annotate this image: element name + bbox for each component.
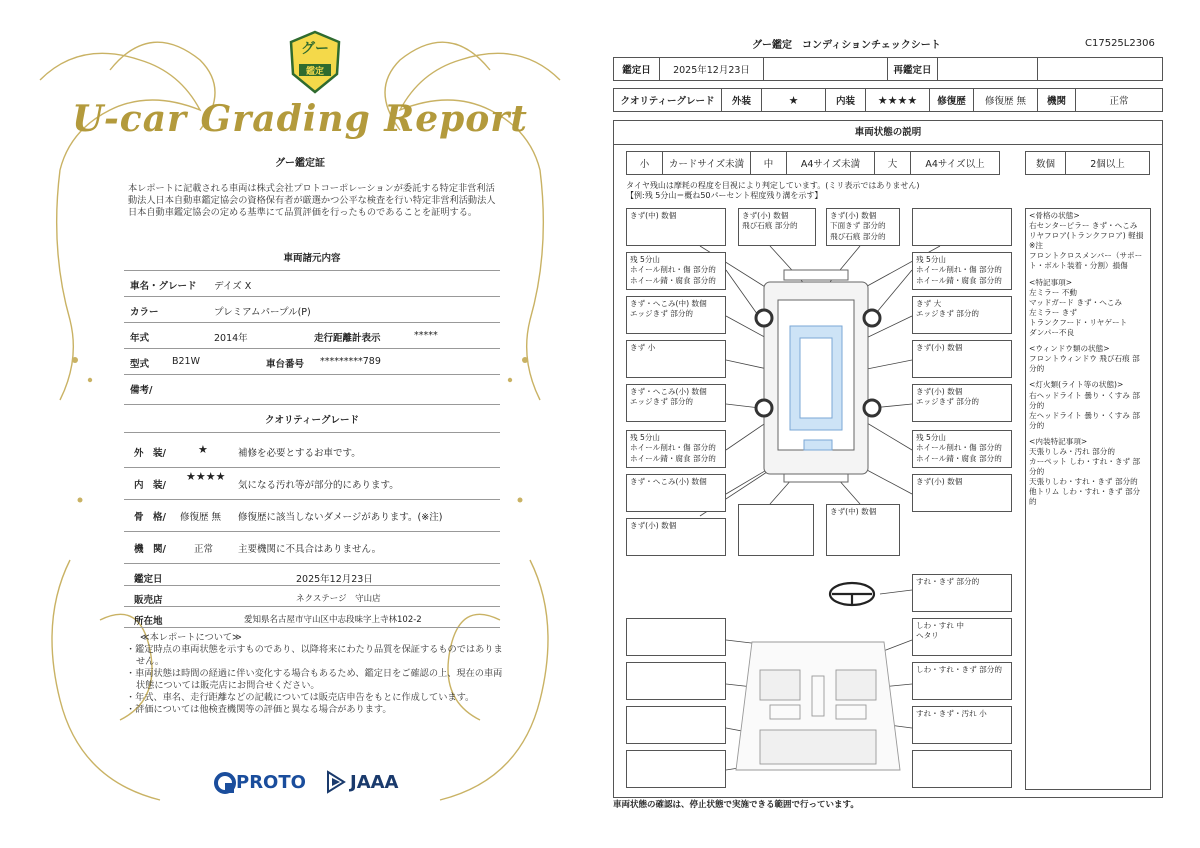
dealer-value: ネクステージ 守山店 <box>296 594 381 604</box>
spec-color-label: カラー <box>130 307 159 318</box>
damage-box-left-fender: きず・へこみ(中) 数個 エッジきず 部分的 <box>626 296 726 334</box>
condition-notes-sidebar <box>1025 208 1151 790</box>
side-line: フロントクロスメンバー（サポート・ボルト装着・分割）損傷 <box>1029 251 1143 271</box>
sheet-date-value: 2025年12月23日 <box>660 58 764 81</box>
side-line: ダンパー不良 <box>1029 328 1075 338</box>
jaaa-brand-text: JAAA <box>350 772 399 793</box>
side-section-windows <box>1029 344 1147 374</box>
side-section-interior <box>1029 437 1147 508</box>
size-large-desc: A4サイズ以上 <box>911 152 1000 175</box>
sheet-code: C17525L2306 <box>1085 38 1155 49</box>
interior-stars: ★★★★ <box>186 470 226 483</box>
size-small: 小 <box>627 152 663 175</box>
note-item: ・車両状態は時間の経過に伴い変化する場合もあるため、鑑定日をご確認の上、現在の車両状態については販売店にお問合せください。 <box>126 668 503 691</box>
side-line: 他トリム しわ・すれ・きず 部分的 <box>1029 487 1141 507</box>
size-mid-desc: A4サイズ未満 <box>787 152 875 175</box>
side-line: 左ミラー 不動 <box>1029 287 1077 297</box>
interior-box-left-1 <box>626 618 726 656</box>
damage-box-front-center-right: きず(小) 数個 下面きず 部分的 飛び石痕 部分的 <box>826 208 900 246</box>
damage-box-rear-center <box>738 504 814 556</box>
interior-desc: 気になる汚れ等が部分的にあります。 <box>238 480 399 491</box>
tire-note-2: 【例:残 5分山＝概ね50パーセント程度残り溝を示す】 <box>626 191 823 200</box>
side-line: 左ヘッドライト 曇り・くすみ 部分的 <box>1029 410 1140 430</box>
damage-box-right-fender: きず 大 エッジきず 部分的 <box>912 296 1012 334</box>
side-line: 天張りしみ・汚れ 部分的 <box>1029 446 1115 456</box>
damage-box-right-quarter: きず(小) 数個 <box>912 474 1012 512</box>
side-line: 天張りしわ・すれ・きず 部分的 <box>1029 477 1138 487</box>
size-large: 大 <box>875 152 911 175</box>
spec-mileage-value: ***** <box>414 330 438 341</box>
size-mid: 中 <box>751 152 787 175</box>
sheet-ext-value: ★ <box>762 89 826 112</box>
interior-box-steering: すれ・きず 部分的 <box>912 574 1012 612</box>
spec-name-value: デイズ X <box>214 281 252 292</box>
sheet-footer-note: 車両状態の確認は、停止状態で実施できる範囲で行っています。 <box>613 800 859 810</box>
spec-section-title: 車両諸元内容 <box>283 253 341 264</box>
engine-desc: 主要機関に不具合はありません。 <box>238 544 382 555</box>
reinspect-label: 再鑑定日 <box>888 58 938 81</box>
side-line: 左ミラー きず <box>1029 307 1077 317</box>
count-label: 数個 <box>1026 152 1066 175</box>
frame-value: 修復歴 無 <box>180 512 222 523</box>
inspection-date-value: 2025年12月23日 <box>296 574 373 585</box>
steering-wheel-icon <box>830 583 874 605</box>
logo-text-top: グー <box>301 41 329 57</box>
inspection-date-label: 鑑定日 <box>134 574 163 585</box>
side-line: カーペット しわ・すれ・きず 部分的 <box>1029 457 1141 477</box>
damage-box-left-quarter: きず・へこみ(小) 数個 <box>626 474 726 512</box>
side-line: リヤフロア(トランクフロア) 軽損 <box>1029 231 1144 241</box>
interior-box-left-4 <box>626 750 726 788</box>
car-interior-view <box>736 642 900 770</box>
damage-box-left-front-door: きず 小 <box>626 340 726 378</box>
address-label: 所在地 <box>134 616 163 627</box>
interior-box-floor: すれ・きず・汚れ 小 <box>912 706 1012 744</box>
tire-box-rear-left: 残 5分山 ホイール削れ・傷 部分的 ホイール錆・腐食 部分的 <box>626 430 726 468</box>
interior-box-left-2 <box>626 662 726 700</box>
damage-box-right-front-door: きず(小) 数個 <box>912 340 1012 378</box>
damage-box-left-rear-door: きず・へこみ(小) 数個 エッジきず 部分的 <box>626 384 726 422</box>
report-script-title: U-car Grading Report <box>72 98 528 140</box>
address-value: 愛知県名古屋市守山区中志段味字上寺林102-2 <box>244 615 422 625</box>
side-section-title: <ウィンドウ類の状態> <box>1029 344 1110 354</box>
sheet-grade-label: クオリティーグレード <box>614 89 722 112</box>
interior-label: 内 装/ <box>134 480 166 491</box>
exterior-stars: ★ <box>198 443 208 456</box>
side-line: 右センターピラー きず・へこみ <box>1029 221 1138 231</box>
spec-mileage-label: 走行距離計表示 <box>314 333 381 344</box>
frame-desc: 修復歴に該当しないダメージがあります。(※注) <box>238 512 443 523</box>
frame-label: 骨 格/ <box>134 512 166 523</box>
spec-name-label: 車名・グレード <box>130 281 197 292</box>
sheet-engine-value: 正常 <box>1076 89 1163 112</box>
size-small-desc: カードサイズ未満 <box>663 152 751 175</box>
tire-box-front-left: 残 5分山 ホイール削れ・傷 部分的 ホイール錆・腐食 部分的 <box>626 252 726 290</box>
spec-model-label: 型式 <box>130 359 150 370</box>
damage-box-front-left: きず(中) 数個 <box>626 208 726 246</box>
spec-chassis-label: 車台番号 <box>266 359 305 370</box>
damage-box-front-center-left: きず(小) 数個 飛び石痕 部分的 <box>738 208 816 246</box>
sheet-int-label: 内装 <box>826 89 866 112</box>
side-line: トランクフード・リヤゲート <box>1029 317 1128 327</box>
damage-box-right-rear-door: きず(小) 数個 エッジきず 部分的 <box>912 384 1012 422</box>
tire-box-front-right: 残 5分山 ホイール削れ・傷 部分的 ホイール錆・腐食 部分的 <box>912 252 1012 290</box>
spec-year-value: 2014年 <box>214 333 248 344</box>
certificate-heading: グー鑑定証 <box>275 158 325 169</box>
side-section-title: <特記事項> <box>1029 277 1073 287</box>
side-line: マッドガード きず・へこみ <box>1029 297 1123 307</box>
sheet-engine-label: 機関 <box>1038 89 1076 112</box>
side-section-frame <box>1029 211 1147 272</box>
spec-chassis-value: *********789 <box>320 356 381 367</box>
logo-text-bottom: 鑑定 <box>305 67 324 77</box>
sheet-repair-value: 修復歴 無 <box>974 89 1038 112</box>
exterior-desc: 補修を必要とするお車です。 <box>238 448 361 459</box>
car-top-view <box>764 270 868 482</box>
damage-box-rear-left: きず(小) 数個 <box>626 518 726 556</box>
tire-note-1: タイヤ残山は摩耗の程度を目視により判定しています。(ミリ表示ではありません) <box>626 181 920 190</box>
quality-section-title: クオリティーグレード <box>264 415 360 426</box>
side-line: フロントウィンドウ 飛び石痕 部分的 <box>1029 354 1140 374</box>
tire-box-rear-right: 残 5分山 ホイール削れ・傷 部分的 ホイール錆・腐食 部分的 <box>912 430 1012 468</box>
sheet-ext-label: 外装 <box>722 89 762 112</box>
dealer-label: 販売店 <box>134 595 163 606</box>
engine-value: 正常 <box>194 544 214 555</box>
sheet-date-label: 鑑定日 <box>614 58 660 81</box>
side-section-title: <灯火類(ライト等の状態)> <box>1029 380 1124 390</box>
interior-box-rear-seat: しわ・すれ・きず 部分的 <box>912 662 1012 700</box>
certificate-intro: 本レポートに記載される車両は株式会社プロトコーポレーションが委託する特定非営利活動法人日本自動車鑑定協会の資格保有者が厳選かつ公平な検査を行い特定非営利活動法人日本自動車鑑定協会の定める基準にて品質評価を行ったものであることを証明する。 <box>128 183 496 219</box>
side-section-title: <骨格の状態> <box>1029 211 1080 220</box>
damage-box-front-right <box>912 208 1012 246</box>
proto-brand-text: PROTO <box>236 772 306 793</box>
interior-box-left-3 <box>626 706 726 744</box>
notes-title: ≪本レポートについて≫ <box>140 632 242 643</box>
side-section-title: <内装特記事項> <box>1029 436 1088 446</box>
sheet-repair-label: 修復歴 <box>930 89 974 112</box>
interior-box-trunk <box>912 750 1012 788</box>
exterior-label: 外 装/ <box>134 448 166 459</box>
sheet-int-value: ★★★★ <box>866 89 930 112</box>
sheet-title: グー鑑定 コンディションチェックシート <box>752 40 941 51</box>
note-item: ・評価については他検査機関等の評価と異なる場合があります。 <box>126 704 392 715</box>
side-line: ※注 <box>1029 241 1043 251</box>
engine-label: 機 関/ <box>134 544 166 555</box>
spec-remarks-label: 備考/ <box>130 385 153 396</box>
damage-box-rear-right: きず(中) 数個 <box>826 504 900 556</box>
side-line: 右ヘッドライト 曇り・くすみ 部分的 <box>1029 390 1140 410</box>
spec-color-value: プレミアムパープル(P) <box>214 307 311 318</box>
side-section-lights <box>1029 380 1147 430</box>
interior-box-front-seat: しわ・すれ 中 へタリ <box>912 618 1012 656</box>
note-item: ・鑑定時点の車両状態を示すものであり、以降将来にわたり品質を保証するものではありません。 <box>126 644 503 667</box>
panel-title: 車両状態の説明 <box>614 121 1162 145</box>
count-desc: 2個以上 <box>1066 152 1150 175</box>
spec-model-value: B21W <box>172 356 200 367</box>
spec-year-label: 年式 <box>130 333 150 344</box>
side-section-special <box>1029 278 1147 339</box>
note-item: ・年式、車名、走行距離などの記載については販売店申告をもとに作成しています。 <box>126 692 475 703</box>
